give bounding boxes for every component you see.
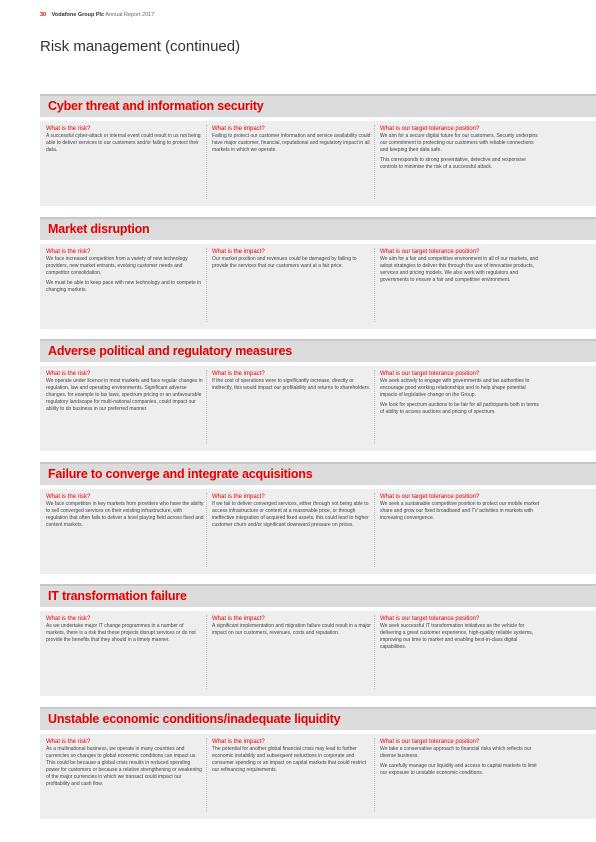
section-band	[40, 707, 596, 730]
impact-column	[212, 370, 372, 392]
section-title: Unstable economic conditions/inadequate liquidity	[48, 711, 341, 726]
impact-column	[212, 248, 372, 270]
tolerance-column	[380, 738, 542, 777]
risk-heading: What is the risk?	[46, 493, 91, 500]
tolerance-text: We carefully manage our liquidity and access to capital markets to limit our exposure to unstable economic conditions.	[380, 762, 537, 776]
impact-heading: What is the impact?	[212, 371, 265, 377]
risk-section	[40, 217, 596, 329]
section-title: Market disruption	[48, 221, 150, 236]
risk-section	[40, 707, 596, 819]
tolerance-heading: What is our target tolerance position?	[380, 738, 480, 745]
company-name: Vodafone Group Plc	[51, 12, 105, 18]
running-header	[40, 12, 154, 18]
tolerance-heading: What is our target tolerance position?	[380, 371, 480, 377]
section-body	[40, 121, 596, 206]
page-title: Risk management (continued)	[40, 38, 241, 55]
risk-column	[46, 248, 204, 294]
impact-text: If the cost of operations were to significantly increase, directly or indirectly, this would impact our profitability and returns to shareholders.	[212, 378, 371, 391]
tolerance-heading: What is our target tolerance position?	[380, 616, 480, 622]
section-title: Cyber threat and information security	[48, 99, 264, 113]
risk-column	[46, 370, 204, 413]
tolerance-text: We look for spectrum auctions to be fair for all participants both in terms of ability to access auctions and pricing of spectrum.	[380, 402, 539, 415]
tolerance-text: We seek a sustainable competitive position to protect our mobile market share and grow our fixed broadband and TV activities in markets with increasing convergence.	[380, 500, 540, 521]
column-divider	[374, 125, 375, 199]
risk-heading: What is the risk?	[46, 126, 91, 132]
column-divider	[374, 615, 375, 689]
risk-column	[46, 125, 204, 154]
impact-column	[212, 738, 372, 774]
section-title: Adverse political and regulatory measures	[48, 344, 292, 358]
impact-heading: What is the impact?	[212, 616, 265, 622]
tolerance-text: We seek actively to engage with governments and tax authorities to encourage good working relationships and to help shape potential impacts of legislative change on the Group.	[380, 378, 530, 398]
risk-heading: What is the risk?	[46, 616, 91, 622]
risk-section	[40, 584, 596, 696]
section-body	[40, 489, 596, 574]
tolerance-column	[380, 615, 542, 651]
risk-heading: What is the risk?	[46, 738, 91, 745]
tolerance-text: We seek successful IT transformation initiatives as the vehicle for delivering a great customer experience, high-quality reliable systems, improving our time to market and enabling best-in-class digital capabilities.	[380, 623, 534, 650]
section-title: IT transformation failure	[48, 589, 187, 603]
tolerance-text: We aim for a fair and competitive environment in all of our markets, and adopt strategies to deliver this through the use of innovative products, services and pricing models. We also work with regulators and governments to ensure a fair and competitive environment.	[380, 255, 539, 283]
report-name: Annual Report 2017	[105, 12, 155, 18]
column-divider	[206, 738, 207, 812]
column-divider	[374, 370, 375, 444]
column-divider	[374, 248, 375, 322]
risk-section	[40, 339, 596, 451]
section-band	[40, 339, 596, 362]
risk-heading: What is the risk?	[46, 248, 91, 255]
risk-text: We face increased competition from a variety of new technology providers, new market entrants, evolving customer needs and competitor consolidation.	[46, 255, 188, 276]
section-band	[40, 462, 596, 485]
tolerance-column	[380, 248, 542, 284]
tolerance-column	[380, 370, 542, 416]
risk-column	[46, 493, 204, 529]
impact-heading: What is the impact?	[212, 248, 265, 255]
impact-text: If we fail to deliver converged services, either through not being able to access infrastructure or content at a reasonable price, or through ineffective integration of acquired fixed assets, this could lead to higher customer churn and/or significant downward pressure on prices.	[212, 500, 369, 528]
impact-heading: What is the impact?	[212, 738, 265, 745]
impact-column	[212, 125, 372, 154]
column-divider	[206, 370, 207, 444]
impact-column	[212, 493, 372, 529]
page-number: 30	[40, 12, 47, 18]
column-divider	[206, 125, 207, 199]
risk-heading: What is the risk?	[46, 371, 91, 377]
tolerance-column	[380, 125, 542, 171]
risk-text: As a multinational business, we operate in many countries and currencies so changes to global economic conditions can impact us. This could be because a global crisis results in reduced spending power for customers or because a relative strengthening or weakening of the major currencies in which we transact could impact our profitability and cash flow.	[46, 745, 202, 787]
impact-text: A significant implementation and migration failure could result in a major impact on our customers, revenues, costs and reputation.	[212, 623, 371, 636]
risk-section	[40, 462, 596, 574]
risk-section	[40, 94, 596, 206]
risk-column	[46, 615, 204, 644]
impact-text: The potential for another global financial crisis may lead to further economic instability and subsequent reductions in corporate and consumer spending or an impact on capital markets that could restrict our refinancing requirements.	[212, 745, 366, 773]
risk-column	[46, 738, 204, 788]
section-body	[40, 366, 596, 451]
column-divider	[206, 615, 207, 689]
section-body	[40, 734, 596, 819]
impact-heading: What is the impact?	[212, 493, 265, 500]
section-body	[40, 244, 596, 329]
risk-text: We must be able to keep pace with new technology and to compete in changing markets.	[46, 279, 202, 293]
impact-text: Failing to protect our customer information and service availability could have major customer, financial, reputational and regulatory impact in all markets in which we operate.	[212, 133, 371, 153]
section-title: Failure to converge and integrate acquisitions	[48, 466, 313, 481]
risk-text: We operate under licence in most markets and face regular changes in regulation, law and operating environments. Significant adverse changes, for example to tax laws, spectrum pricing or an unfavourable regulatory landscape for multi-national companies, could impact our ability to do business in our preferred manner.	[46, 378, 203, 412]
tolerance-heading: What is our target tolerance position?	[380, 126, 480, 132]
impact-heading: What is the impact?	[212, 126, 265, 132]
section-band	[40, 217, 596, 240]
tolerance-heading: What is our target tolerance position?	[380, 248, 480, 255]
column-divider	[206, 248, 207, 322]
tolerance-text: We aim for a secure digital future for our customers. Security underpins our commitment to protecting our customers with reliable connections and keeping their data safe.	[380, 133, 538, 153]
impact-text: Our market position and revenues could be damaged by failing to provide the services that our customers want at a fair price.	[212, 255, 357, 269]
tolerance-text: This corresponds to strong preventative, detective and responsive controls to minimise the risk of a successful attack.	[380, 157, 526, 170]
tolerance-text: We take a conservative approach to financial risks which reflects our diverse business.	[380, 745, 532, 759]
column-divider	[374, 738, 375, 812]
risk-text: A successful cyber-attack or internal event could result in us not being able to deliver services to our customers and/or failing to protect their data.	[46, 133, 201, 153]
risk-sections	[40, 94, 596, 829]
section-band	[40, 94, 596, 117]
column-divider	[206, 493, 207, 567]
tolerance-heading: What is our target tolerance position?	[380, 493, 480, 500]
risk-text: We face competition in key markets from providers who have the ability to sell converged services on their existing infrastructure, with regulation that often fails to deliver a level playing field across fixed and content markets.	[46, 500, 204, 528]
risk-text: As we undertake major IT change programmes in a number of markets, there is a risk that these projects disrupt services or do not provide the benefits that they should in a timely manner.	[46, 623, 196, 643]
impact-column	[212, 615, 372, 637]
tolerance-column	[380, 493, 542, 522]
column-divider	[374, 493, 375, 567]
section-body	[40, 611, 596, 696]
section-band	[40, 584, 596, 607]
